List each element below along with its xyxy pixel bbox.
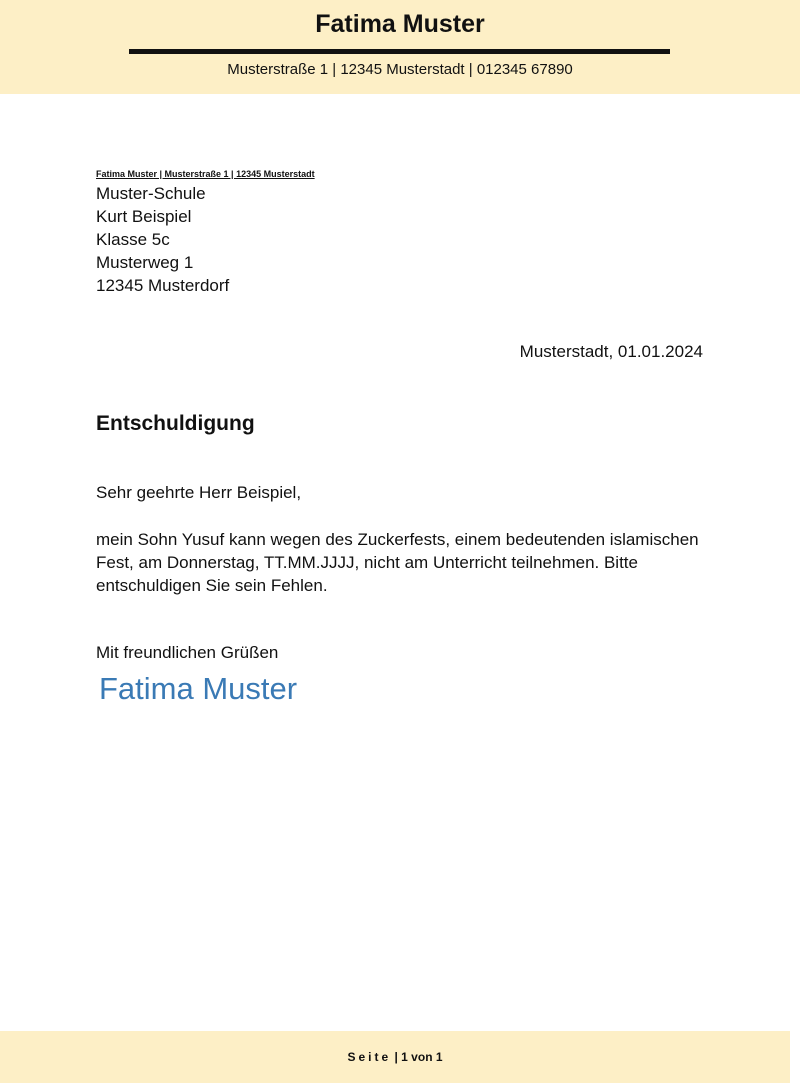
letter-salutation: Sehr geehrte Herr Beispiel, [96,483,302,502]
recipient-line: Klasse 5c [96,230,170,249]
page-number [0,1050,790,1064]
letter-date: Musterstadt, 01.01.2024 [519,342,703,361]
letterhead-name: Fatima Muster [315,10,485,38]
recipient-address [96,182,229,297]
recipient-line: Kurt Beispiel [96,207,192,226]
letter-closing: Mit freundlichen Grüßen [96,643,279,662]
sender-return-address: Fatima Muster | Musterstraße 1 | 12345 Musterstadt [96,169,315,179]
recipient-line: Musterweg 1 [96,253,194,272]
letterhead-contact: Musterstraße 1 | 12345 Musterstadt | 012345 67890 [227,61,573,78]
letterhead [0,0,800,94]
letter-subject: Entschuldigung [96,412,255,435]
page-label: Seite [347,1050,392,1064]
signature: Fatima Muster [99,671,298,706]
letter-body: mein Sohn Yusuf kann wegen des Zuckerfests, einem bedeutenden islamischen Fest, am Donnerstag, TT.MM.JJJJ, nicht am Unterricht teilnehmen. Bitte entschuldigen Sie sein Fehlen. [96,530,699,595]
letterhead-divider [129,49,670,54]
page-count: | 1 von 1 [394,1050,443,1064]
recipient-line: 12345 Musterdorf [96,276,230,295]
page-footer [0,1031,790,1083]
recipient-line: Muster-Schule [96,184,206,203]
